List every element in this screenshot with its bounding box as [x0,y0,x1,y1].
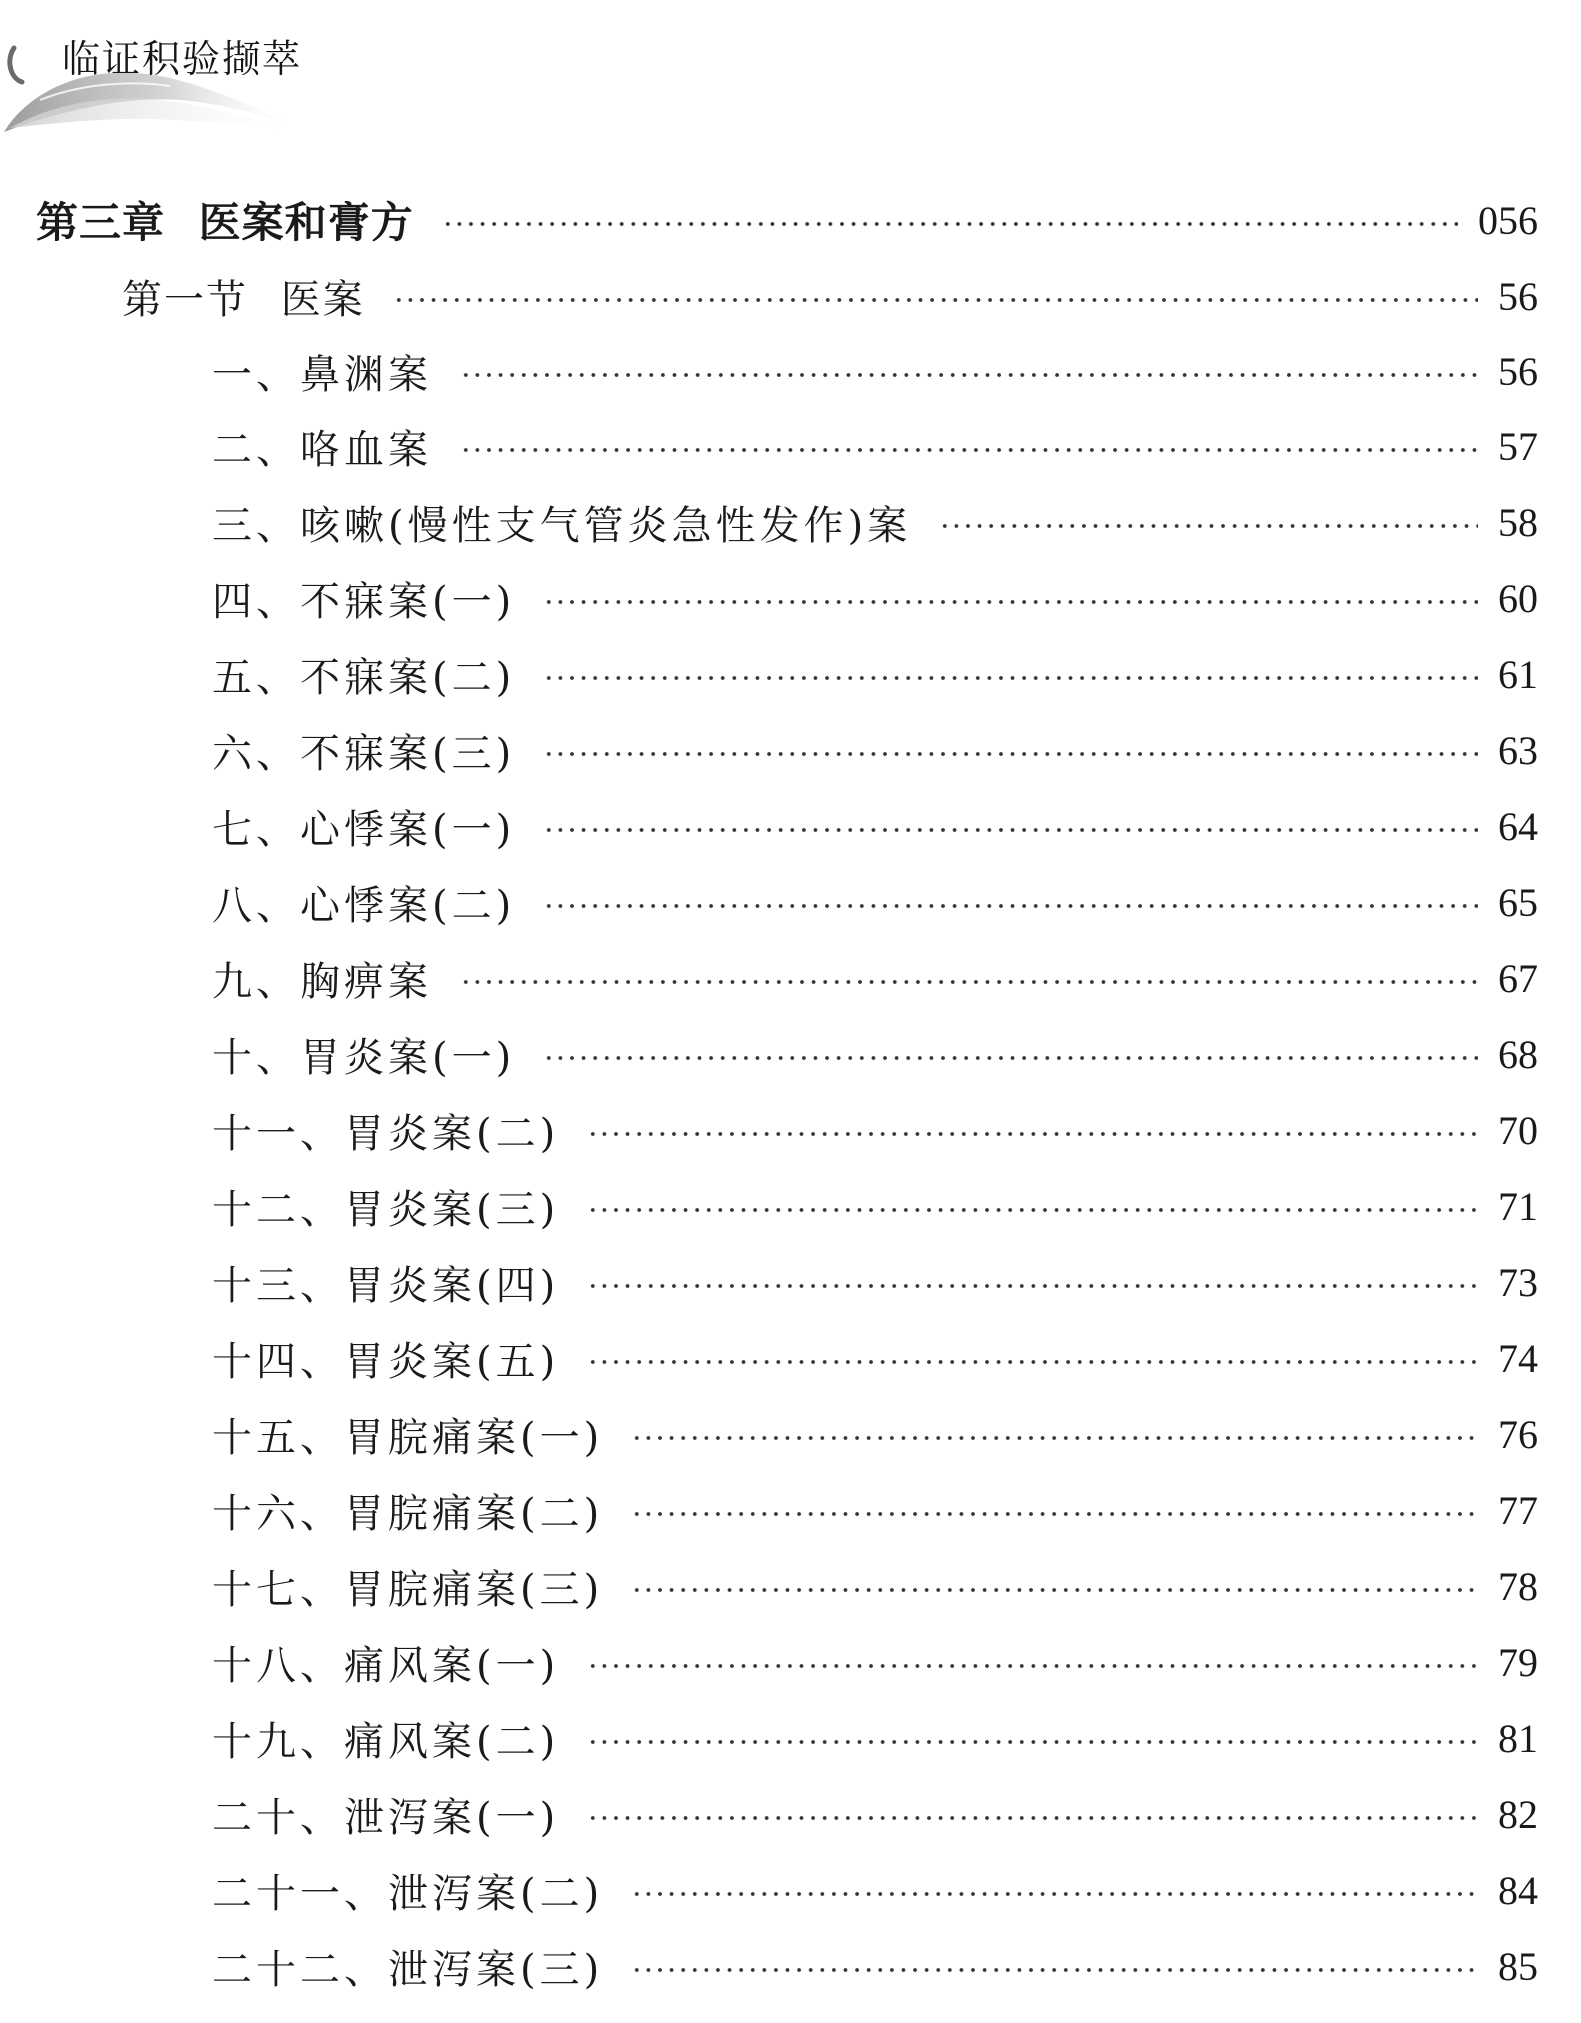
toc-leader-dots [460,373,1478,377]
toc-entry-row[interactable] [212,1480,1538,1540]
toc-leader-dots [587,1132,1478,1136]
toc-leader-dots [631,1588,1478,1592]
toc-entry-title: 十一、胃炎案(二) [212,1110,560,1157]
toc-entry-page: 70 [1498,1107,1538,1153]
toc-entry-page: 63 [1498,727,1538,773]
toc-entry-title: 四、不寐案(一) [212,578,516,625]
toc-leader-dots [587,1360,1478,1364]
toc-entry-title: 七、心悸案(一) [212,806,516,853]
toc-entry-row[interactable] [212,644,1538,704]
toc-entry-row[interactable] [212,720,1538,780]
toc-leader-dots [543,1056,1478,1060]
toc-leader-dots [543,676,1478,680]
toc-entry-page: 65 [1498,879,1538,925]
toc-section-title: 第一节 医案 [122,276,365,323]
toc-entry-title: 十四、胃炎案(五) [212,1338,560,1385]
toc-leader-dots [587,1284,1478,1288]
toc-entry-page: 79 [1498,1639,1538,1685]
toc-entry-title: 一、鼻渊案 [212,351,432,398]
toc-chapter-page: 056 [1478,197,1538,243]
toc-entry-row[interactable] [212,1024,1538,1084]
toc-entry-row[interactable] [212,872,1538,932]
toc-entry-page: 77 [1498,1487,1538,1533]
toc-section-row[interactable] [122,266,1538,326]
toc-leader-dots [460,448,1478,452]
toc-entry-page: 76 [1498,1411,1538,1457]
toc-leader-dots [587,1816,1478,1820]
toc-leader-dots [587,1664,1478,1668]
toc-entry-row[interactable] [212,1404,1538,1464]
toc-leader-dots [587,1208,1478,1212]
toc-entry-title: 九、胸痹案 [212,958,432,1005]
toc-entry-page: 74 [1498,1335,1538,1381]
toc-entry-row[interactable] [212,1860,1538,1920]
toc-entry-page: 73 [1498,1259,1538,1305]
toc-entry-title: 三、咳嗽(慢性支气管炎急性发作)案 [212,502,912,549]
toc-entry-title: 二十二、泄泻案(三) [212,1946,604,1993]
toc-entry-title: 十九、痛风案(二) [212,1718,560,1765]
toc-entry-row[interactable] [212,416,1538,476]
toc-leader-dots [543,904,1478,908]
toc-entry-row[interactable] [212,1176,1538,1236]
toc-entry-page: 60 [1498,575,1538,621]
toc-entry-row[interactable] [212,492,1538,552]
toc-entry-page: 56 [1498,348,1538,394]
toc-entry-row[interactable] [212,341,1538,401]
toc-entry-title: 十、胃炎案(一) [212,1034,516,1081]
toc-leader-dots [543,600,1478,604]
toc-entry-page: 57 [1498,423,1538,469]
toc-entry-title: 六、不寐案(三) [212,730,516,777]
toc-entry-title: 十七、胃脘痛案(三) [212,1566,604,1613]
toc-entry-row[interactable] [212,1708,1538,1768]
toc-entry-row[interactable] [212,1784,1538,1844]
toc-chapter-title: 第三章 医案和膏方 [36,198,414,247]
toc-entry-title: 十三、胃炎案(四) [212,1262,560,1309]
toc-leader-dots [543,752,1478,756]
toc-entry-title: 八、心悸案(二) [212,882,516,929]
toc-leader-dots [939,524,1478,528]
toc-entry-title: 十五、胃脘痛案(一) [212,1414,604,1461]
running-title: 临证积验撷萃 [62,37,303,81]
toc-entry-row[interactable] [212,948,1538,1008]
toc-entry-page: 78 [1498,1563,1538,1609]
toc-entry-row[interactable] [212,1936,1538,1996]
toc-entry-row[interactable] [212,568,1538,628]
toc-leader-dots [631,1512,1478,1516]
toc-leader-dots [631,1968,1478,1972]
toc-entry-page: 71 [1498,1183,1538,1229]
toc-leader-dots [587,1740,1478,1744]
toc-section-page: 56 [1498,273,1538,319]
toc-leader-dots [631,1892,1478,1896]
toc-entry-title: 二、咯血案 [212,426,432,473]
toc-entry-row[interactable] [212,1556,1538,1616]
toc-entry-page: 61 [1498,651,1538,697]
toc-entry-title: 十六、胃脘痛案(二) [212,1490,604,1537]
toc-entry-title: 五、不寐案(二) [212,654,516,701]
toc-entry-page: 67 [1498,955,1538,1001]
toc-entry-title: 二十一、泄泻案(二) [212,1870,604,1917]
toc-leader-dots [442,222,1458,226]
toc-entry-title: 十八、痛风案(一) [212,1642,560,1689]
toc-entry-row[interactable] [212,796,1538,856]
toc-leader-dots [631,1436,1478,1440]
toc-entry-title: 二十、泄泻案(一) [212,1794,560,1841]
toc-entry-page: 64 [1498,803,1538,849]
toc-entry-page: 82 [1498,1791,1538,1837]
page-header [0,0,420,140]
toc-entry-page: 85 [1498,1943,1538,1989]
toc-entry-row[interactable] [212,1328,1538,1388]
toc-entry-page: 84 [1498,1867,1538,1913]
toc-entry-title: 十二、胃炎案(三) [212,1186,560,1233]
toc-leader-dots [543,828,1478,832]
toc-entry-page: 58 [1498,499,1538,545]
toc-leader-dots [460,980,1478,984]
toc-leader-dots [393,298,1478,302]
toc-entry-row[interactable] [212,1252,1538,1312]
toc-chapter-row[interactable] [36,190,1538,250]
toc-entry-row[interactable] [212,1632,1538,1692]
toc-entry-row[interactable] [212,1100,1538,1160]
toc-entry-page: 81 [1498,1715,1538,1761]
toc-entry-page: 68 [1498,1031,1538,1077]
